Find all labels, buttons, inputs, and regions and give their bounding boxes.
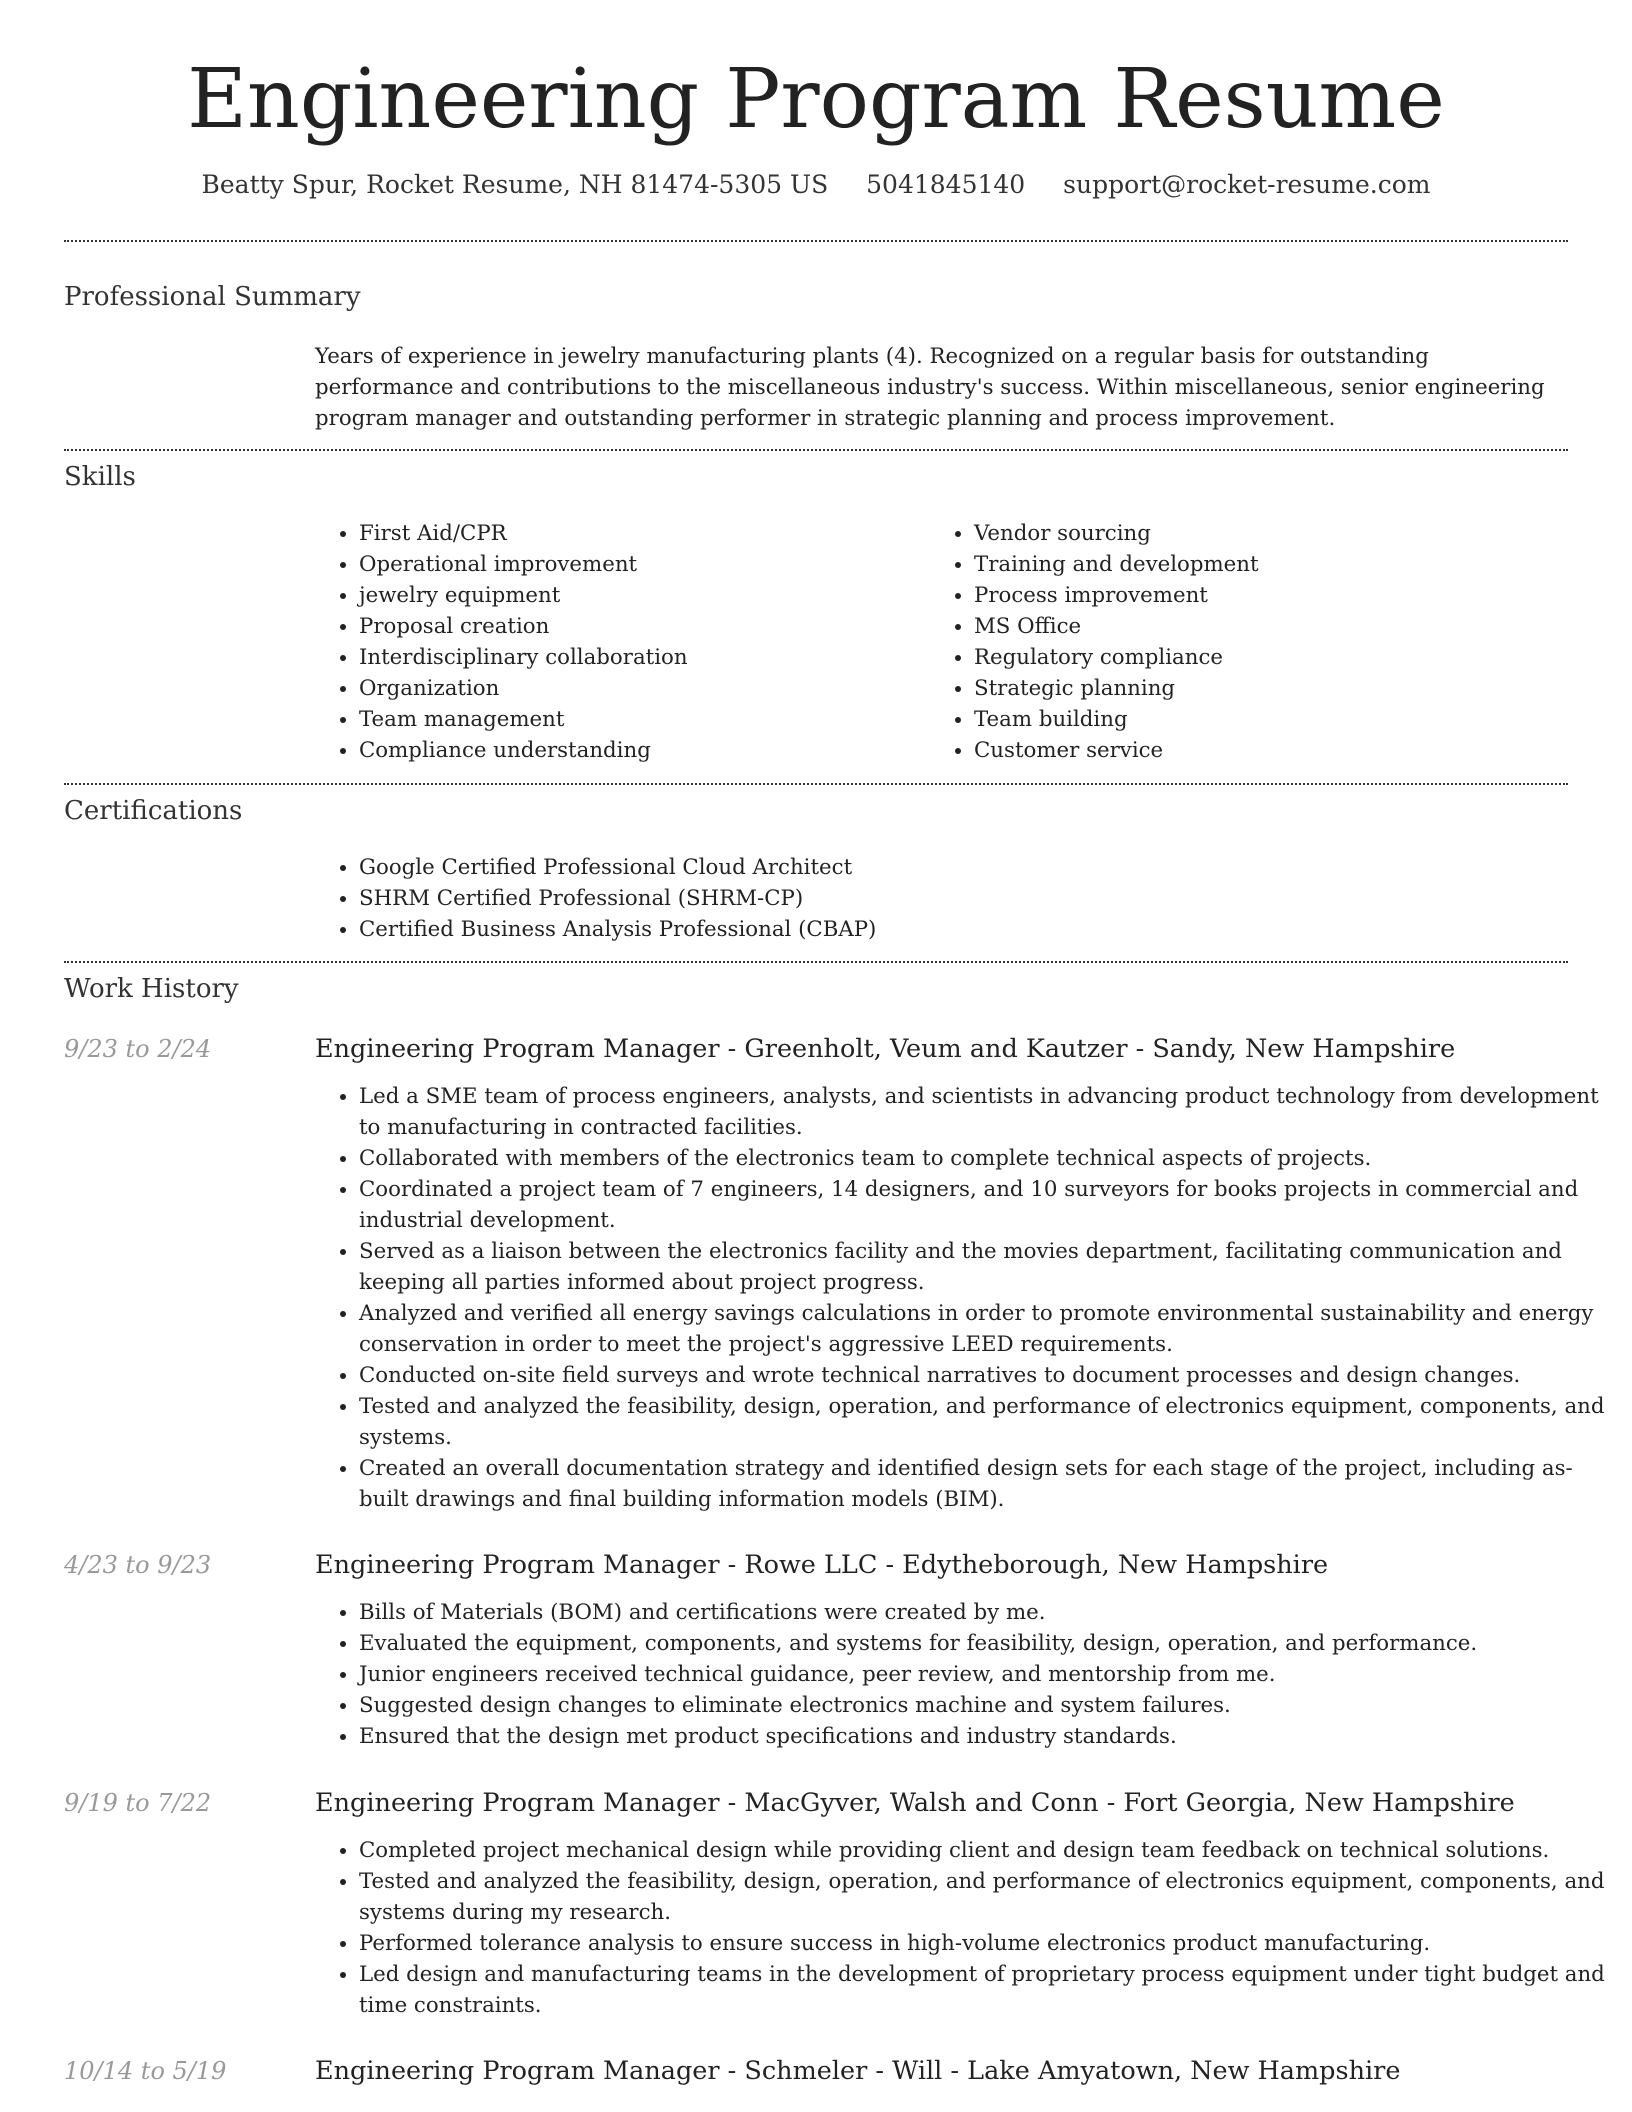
certifications-heading: Certifications: [64, 796, 243, 826]
certification-item: • Certified Business Analysis Professional (CBAP): [359, 914, 1545, 945]
skills-list-right: [930, 518, 1545, 766]
job-title: Engineering Program Manager - MacGyver, Walsh and Conn - Fort Georgia, New Hampshire: [315, 1788, 1515, 1818]
job-dates: 10/14 to 5/19: [64, 2057, 227, 2085]
job-bullet: • Coordinated a project team of 7 engineers, 14 designers, and 10 surveyors for books projects in commercial and industrial development.: [359, 1174, 1609, 1236]
summary-text: Years of experience in jewelry manufacturing plants (4). Recognized on a regular basis for outstanding performance and contributions to the miscellaneous industry's success. Within miscellaneous, senior engineering program manager and outstanding performer in strategic planning and process improvement.: [315, 344, 1545, 431]
skill-item: • Proposal creation: [359, 611, 930, 642]
job-bullet: • Performed tolerance analysis to ensure success in high-volume electronics product manufacturing.: [359, 1928, 1609, 1959]
job-bullet: • Collaborated with members of the electronics team to complete technical aspects of projects.: [359, 1143, 1609, 1174]
summary-heading: Professional Summary: [64, 282, 361, 312]
section-divider: [64, 449, 1568, 451]
skill-item: • Vendor sourcing: [974, 518, 1545, 549]
resume-name: Engineering Program Resume: [187, 52, 1445, 147]
job-bullets: [315, 1597, 1609, 1752]
skill-item: • jewelry equipment: [359, 580, 930, 611]
section-divider: [64, 240, 1568, 242]
job-bullet: • Junior engineers received technical guidance, peer review, and mentorship from me.: [359, 1659, 1609, 1690]
job-dates: 9/19 to 7/22: [64, 1789, 212, 1817]
certification-item: • Google Certified Professional Cloud Architect: [359, 852, 1545, 883]
job-bullet: • Completed project mechanical design while providing client and design team feedback on technical solutions.: [359, 1835, 1609, 1866]
job-bullets: [315, 1081, 1609, 1515]
job-bullet: • Led design and manufacturing teams in the development of proprietary process equipment under tight budget and time constraints.: [359, 1959, 1609, 2021]
skill-item: • Operational improvement: [359, 549, 930, 580]
skills-section: [315, 518, 1545, 766]
section-divider: [64, 961, 1568, 963]
skill-item: • Training and development: [974, 549, 1545, 580]
skill-item: • First Aid/CPR: [359, 518, 930, 549]
job-title: Engineering Program Manager - Rowe LLC - Edytheborough, New Hampshire: [315, 1550, 1329, 1580]
summary-section: [315, 341, 1545, 434]
skill-item: • Team management: [359, 704, 930, 735]
job-bullet: • Tested and analyzed the feasibility, design, operation, and performance of electronics equipment, components, and systems during my research.: [359, 1866, 1609, 1928]
skill-item: • Regulatory compliance: [974, 642, 1545, 673]
skill-item: • Interdisciplinary collaboration: [359, 642, 930, 673]
skill-item: • Organization: [359, 673, 930, 704]
job-title: Engineering Program Manager - Greenholt, Veum and Kautzer - Sandy, New Hampshire: [315, 1034, 1456, 1064]
skill-item: • Customer service: [974, 735, 1545, 766]
skill-item: • Strategic planning: [974, 673, 1545, 704]
resume-header: [0, 50, 1632, 150]
job-dates: 9/23 to 2/24: [64, 1035, 212, 1063]
job-bullet: • Ensured that the design met product specifications and industry standards.: [359, 1721, 1609, 1752]
section-divider: [64, 783, 1568, 785]
skill-item: • Process improvement: [974, 580, 1545, 611]
job-bullet: • Analyzed and verified all energy savings calculations in order to promote environmental sustainability and energy conservation in order to meet the project's aggressive LEED requirements.: [359, 1298, 1609, 1360]
contact-line: [0, 170, 1632, 199]
job-bullet: • Conducted on-site field surveys and wrote technical narratives to document processes and design changes.: [359, 1360, 1609, 1391]
job-bullet: • Led a SME team of process engineers, analysts, and scientists in advancing product technology from development to manufacturing in contracted facilities.: [359, 1081, 1609, 1143]
certifications-section: [315, 852, 1545, 945]
skill-item: • Team building: [974, 704, 1545, 735]
work-history-heading: Work History: [64, 974, 239, 1004]
skill-item: • MS Office: [974, 611, 1545, 642]
contact-email: support@rocket-resume.com: [1063, 170, 1431, 199]
job-bullet: • Created an overall documentation strategy and identified design sets for each stage of the project, including as-built drawings and final building information models (BIM).: [359, 1453, 1609, 1515]
job-bullet: • Tested and analyzed the feasibility, design, operation, and performance of electronics equipment, components, and systems.: [359, 1391, 1609, 1453]
skills-heading: Skills: [64, 462, 136, 492]
contact-phone: 5041845140: [866, 170, 1026, 199]
job-dates: 4/23 to 9/23: [64, 1551, 212, 1579]
job-bullets: [315, 1835, 1609, 2021]
job-bullet: • Served as a liaison between the electronics facility and the movies department, facilitating communication and keeping all parties informed about project progress.: [359, 1236, 1609, 1298]
skill-item: • Compliance understanding: [359, 735, 930, 766]
certification-item: • SHRM Certified Professional (SHRM-CP): [359, 883, 1545, 914]
certifications-list: [315, 852, 1545, 945]
contact-address: Beatty Spur, Rocket Resume, NH 81474-5305 US: [201, 170, 829, 199]
job-bullet: • Suggested design changes to eliminate electronics machine and system failures.: [359, 1690, 1609, 1721]
job-title: Engineering Program Manager - Schmeler - Will - Lake Amyatown, New Hampshire: [315, 2056, 1401, 2086]
skills-list-left: [315, 518, 930, 766]
job-bullet: • Bills of Materials (BOM) and certifications were created by me.: [359, 1597, 1609, 1628]
job-bullet: • Evaluated the equipment, components, and systems for feasibility, design, operation, and performance.: [359, 1628, 1609, 1659]
